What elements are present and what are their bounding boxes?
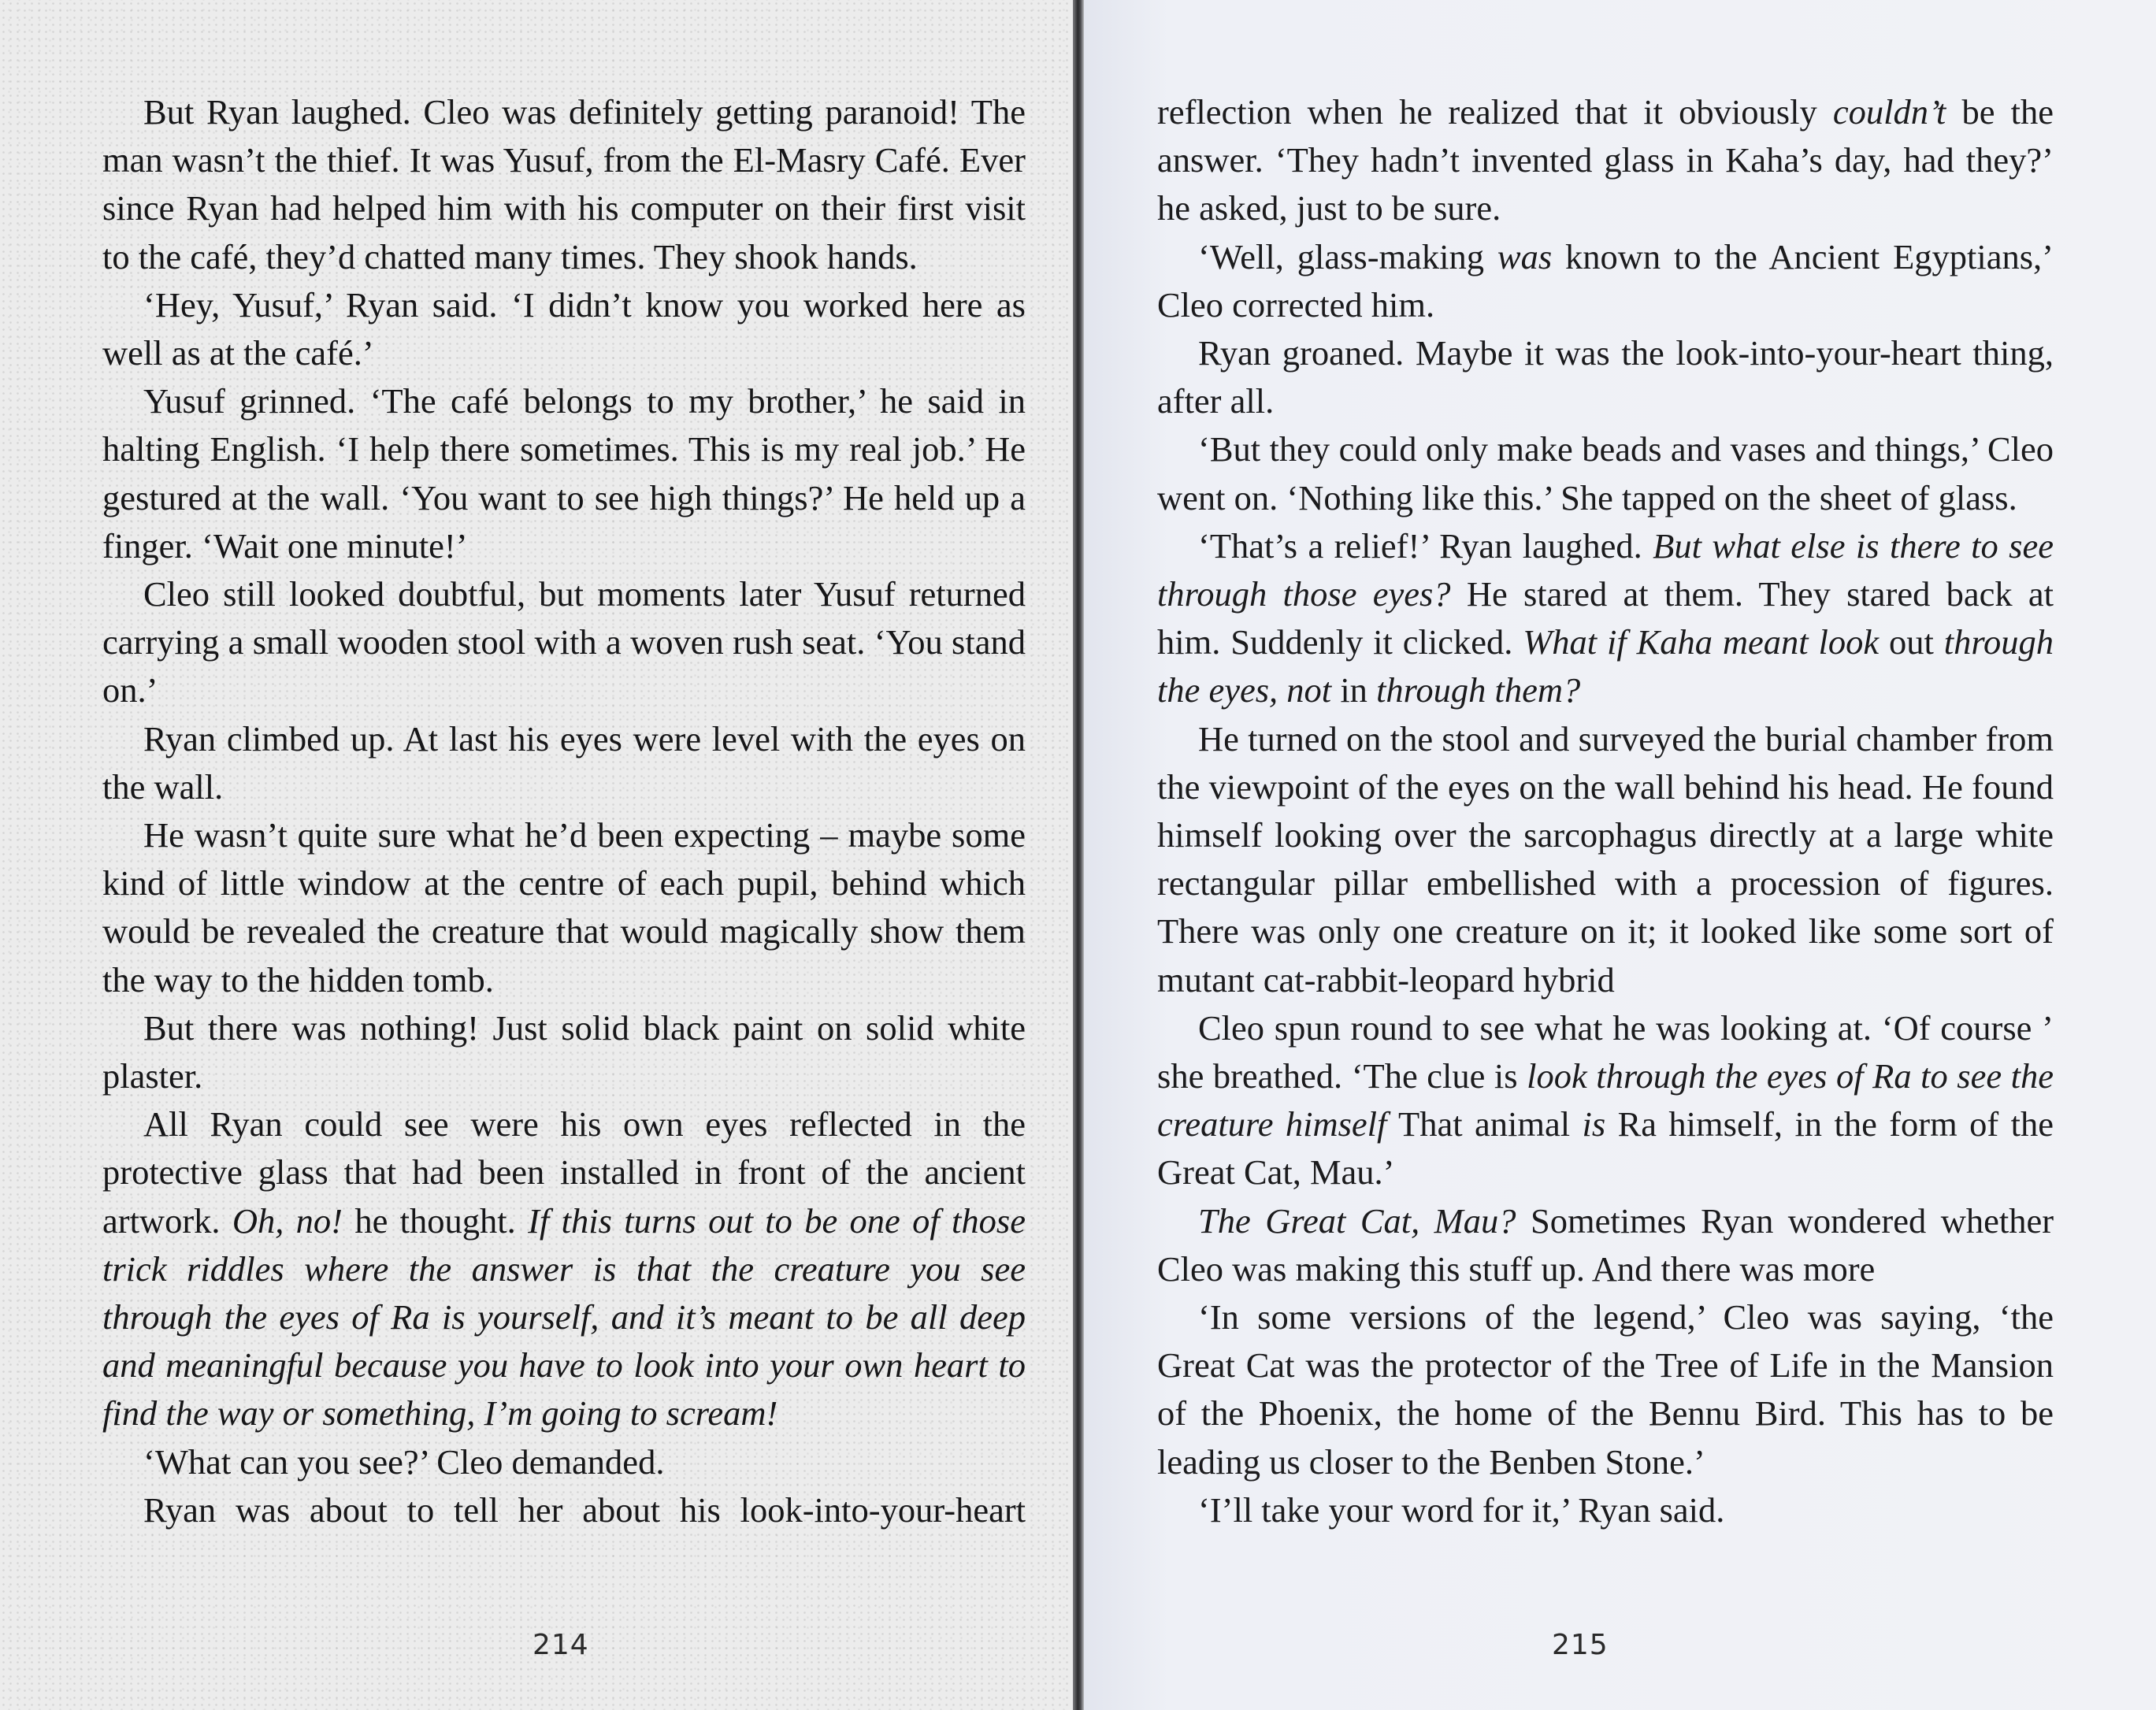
paragraph: [1157, 233, 2054, 329]
paragraph: [1157, 425, 2054, 521]
text-run: But there was nothing! Just solid black paint on solid white plaster.: [102, 1007, 1026, 1096]
left-page: [0, 0, 1073, 1710]
italic-text: look through the eyes of Ra to see the creature himself: [1157, 1056, 2054, 1144]
text-run: he thought.: [343, 1200, 529, 1241]
italic-text: The Great Cat, Mau?: [1198, 1200, 1516, 1241]
paragraph: [1157, 1004, 2054, 1197]
text-run: All Ryan could see were his own eyes reflected in the protective glass that had been installed in front of the ancient artwork.: [102, 1104, 1026, 1241]
paragraph: [1157, 1293, 2054, 1486]
italic-text: What if Kaha meant look: [1523, 622, 1880, 662]
italic-text: was: [1497, 236, 1553, 276]
text-run: reflection when he realized that it obviously: [1157, 92, 1833, 132]
left-page-text: [102, 88, 1026, 1534]
left-page-number: 214: [533, 1629, 589, 1661]
italic-text: couldn’t: [1832, 92, 1946, 132]
right-page-text: [1157, 88, 2054, 1534]
right-page-number: 215: [1552, 1629, 1609, 1661]
paragraph: [102, 811, 1026, 1004]
text-run: Cleo still looked doubtful, but moments later Yusuf returned carrying a small wooden stool with a woven rush seat. ‘You stand on.’: [102, 574, 1026, 710]
paragraph: [102, 1004, 1026, 1100]
paragraph: [1157, 522, 2054, 715]
paragraph: [1157, 715, 2054, 1004]
text-run: He stared at them. They stared back at him. Suddenly it clicked.: [1157, 574, 2054, 662]
text-run: Ryan climbed up. At last his eyes were level with the eyes on the wall.: [102, 718, 1026, 807]
paragraph: [1157, 329, 2054, 425]
text-run: But Ryan laughed. Cleo was definitely getting paranoid! The man wasn’t the thief. It was Yusuf, from the El-Masry Café. Ever since Ryan had helped him with his computer on their first visit to the café, they’d chatted many times. They shook hands.: [102, 92, 1026, 276]
paragraph: [1157, 1486, 2054, 1534]
italic-text: If this turns out to be one of those trick riddles where the answer is that the creature you see through the eyes of Ra is yourself, and it’s meant to be all deep and meaningful because you have to look into your own heart to find the way or something, I’m going to scream!: [102, 1200, 1026, 1434]
italic-text: is: [1582, 1104, 1606, 1144]
text-run: ‘What can you see?’ Cleo demanded.: [143, 1441, 665, 1482]
book-gutter: [1073, 0, 1084, 1710]
italic-text: But what else is there to see through those eyes?: [1157, 525, 2054, 614]
text-run: ‘But they could only make beads and vases and things,’ Cleo went on. ‘Nothing like this.’ She tapped on the sheet of glass.: [1157, 429, 2054, 517]
text-run: ‘I’ll take your word for it,’ Ryan said.: [1198, 1489, 1725, 1530]
text-run: ‘That’s a relief!’ Ryan laughed.: [1198, 525, 1653, 566]
paragraph: [1157, 88, 2054, 233]
italic-text: through the eyes, not: [1157, 622, 2054, 710]
text-run: ‘Hey, Yusuf,’ Ryan said. ‘I didn’t know you worked here as well as at the café.’: [102, 284, 1026, 373]
paragraph: [102, 715, 1026, 811]
paragraph: [102, 88, 1026, 281]
paragraph: [102, 570, 1026, 715]
paragraph: [102, 281, 1026, 377]
text-run: That animal: [1386, 1104, 1583, 1144]
text-run: Sometimes Ryan wondered whether Cleo was making this stuff up. And there was more: [1157, 1200, 2054, 1289]
paragraph: [102, 1100, 1026, 1437]
text-run: ‘In some versions of the legend,’ Cleo was saying, ‘the Great Cat was the protector of the Tree of Life in the Mansion of the Phoenix, the home of the Bennu Bird. This has to be leading us closer to the Benben Stone.’: [1157, 1297, 2054, 1482]
text-run: He turned on the stool and surveyed the burial chamber from the viewpoint of the eyes on the wall behind his head. He found himself looking over the sarcophagus directly at a large white rectangular pillar embellished with a procession of figures. There was only one creature on it; it looked like some sort of mutant cat-rabbit-leopard hybrid: [1157, 718, 2054, 1000]
text-run: Ryan groaned. Maybe it was the look-into-your-heart thing, after all.: [1157, 333, 2054, 421]
paragraph: [102, 1438, 1026, 1486]
text-run: Cleo spun round to see what he was looking at. ‘Of course ’ she breathed. ‘The clue is: [1157, 1007, 2054, 1096]
text-run: Ryan was about to tell her about his look-into-your-heart: [143, 1489, 1026, 1530]
paragraph: [102, 1486, 1026, 1534]
text-run: Ra himself, in the form of the Great Cat, Mau.’: [1157, 1104, 2054, 1193]
text-run: be the answer. ‘They hadn’t invented glass in Kaha’s day, had they?’ he asked, just to be sure.: [1157, 92, 2054, 228]
text-run: in: [1331, 670, 1377, 710]
paragraph: [1157, 1197, 2054, 1293]
paragraph: [102, 377, 1026, 570]
right-page: [1084, 0, 2156, 1710]
italic-text: through them?: [1376, 670, 1581, 710]
text-run: known to the Ancient Egyptians,’ Cleo corrected him.: [1157, 236, 2054, 325]
text-run: out: [1879, 622, 1944, 662]
text-run: Yusuf grinned. ‘The café belongs to my brother,’ he said in halting English. ‘I help there sometimes. This is my real job.’ He gestured at the wall. ‘You want to see high things?’ He held up a finger. ‘Wait one minute!’: [102, 381, 1026, 566]
text-run: ‘Well, glass-making: [1198, 236, 1497, 276]
text-run: He wasn’t quite sure what he’d been expecting – maybe some kind of little window at the centre of each pupil, behind which would be revealed the creature that would magically show them the way to the hidden tomb.: [102, 815, 1026, 1000]
italic-text: Oh, no!: [232, 1200, 343, 1241]
